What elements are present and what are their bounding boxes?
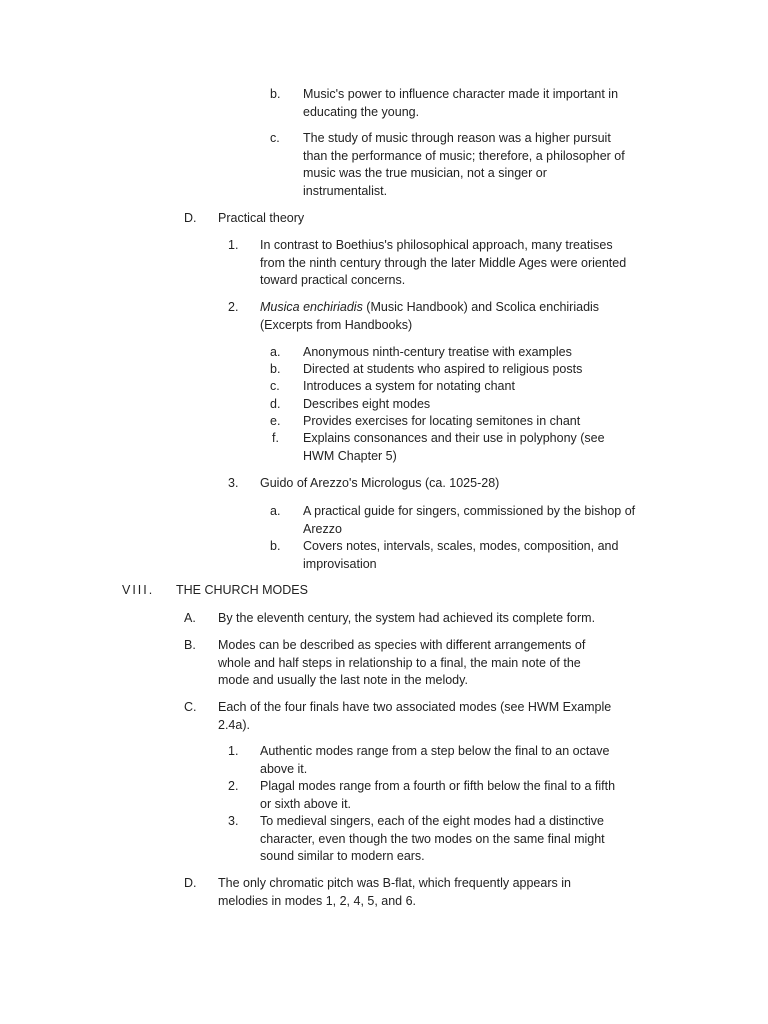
item-text: Practical theory [218,211,305,225]
item-text: By the eleventh century, the system had achieved its complete form. [218,611,596,625]
item-text: To medieval singers, each of the eight modes had a distinctive character, even though the two modes on the same final might sound similar to modern ears. [260,814,605,863]
item-marker: a. [270,345,281,359]
item-text: Directed at students who aspired to religious posts [303,362,583,376]
item-marker: 3. [228,476,239,490]
item-marker: 2. [228,779,239,793]
item-marker: b. [270,87,281,101]
italic-title: Musica enchiriadis [260,300,363,314]
item-marker: b. [270,539,281,553]
item-text: Authentic modes range from a step below the final to an octave above it. [260,744,610,776]
item-marker: B. [184,638,196,652]
item-marker: c. [270,131,280,145]
item-marker: A. [184,611,196,625]
item-text: Covers notes, intervals, scales, modes, composition, and improvisation [303,539,619,571]
item-text [260,299,640,334]
item-marker: f. [272,431,279,445]
item-text: Guido of Arezzo's Micrologus (ca. 1025-28) [260,476,500,490]
item-text: Anonymous ninth-century treatise with examples [303,345,572,359]
item-text: In contrast to Boethius's philosophical approach, many treatises from the ninth century through the later Middle Ages were oriented toward practical concerns. [260,238,627,287]
item-marker: e. [270,414,281,428]
item-text: The study of music through reason was a higher pursuit than the performance of music; therefore, a philosopher of music was the true musician, not a singer or instrumentalist. [303,131,625,198]
section-numeral: VIII. [122,583,155,597]
item-text-rest: (Music Handbook) and Scolica enchiriadis (Excerpts from Handbooks) [260,300,600,332]
item-marker: 1. [228,744,239,758]
item-text: A practical guide for singers, commissioned by the bishop of Arezzo [303,504,636,536]
item-marker: c. [270,379,280,393]
item-marker: C. [184,700,197,714]
item-text: Describes eight modes [303,397,431,411]
section-title: THE CHURCH MODES [176,583,308,597]
item-text: Introduces a system for notating chant [303,379,515,393]
item-text: Modes can be described as species with different arrangements of whole and half steps in relationship to a final, the main note of the mode and usually the last note in the melody. [218,638,586,687]
item-text: Explains consonances and their use in polyphony (see HWM Chapter 5) [303,431,605,463]
item-text: Each of the four finals have two associated modes (see HWM Example 2.4a). [218,700,612,732]
item-marker: b. [270,362,281,376]
item-marker: 3. [228,814,239,828]
item-marker: D. [184,211,197,225]
item-marker: 2. [228,300,239,314]
item-text: Plagal modes range from a fourth or fifth below the final to a fifth or sixth above it. [260,779,616,811]
item-marker: 1. [228,238,239,252]
item-text: The only chromatic pitch was B-flat, which frequently appears in melodies in modes 1, 2, 4, 5, and 6. [218,876,571,908]
item-marker: a. [270,504,281,518]
item-marker: d. [270,397,281,411]
item-text: Music's power to influence character made it important in educating the young. [303,87,619,119]
item-marker: D. [184,876,197,890]
item-text: Provides exercises for locating semitones in chant [303,414,581,428]
